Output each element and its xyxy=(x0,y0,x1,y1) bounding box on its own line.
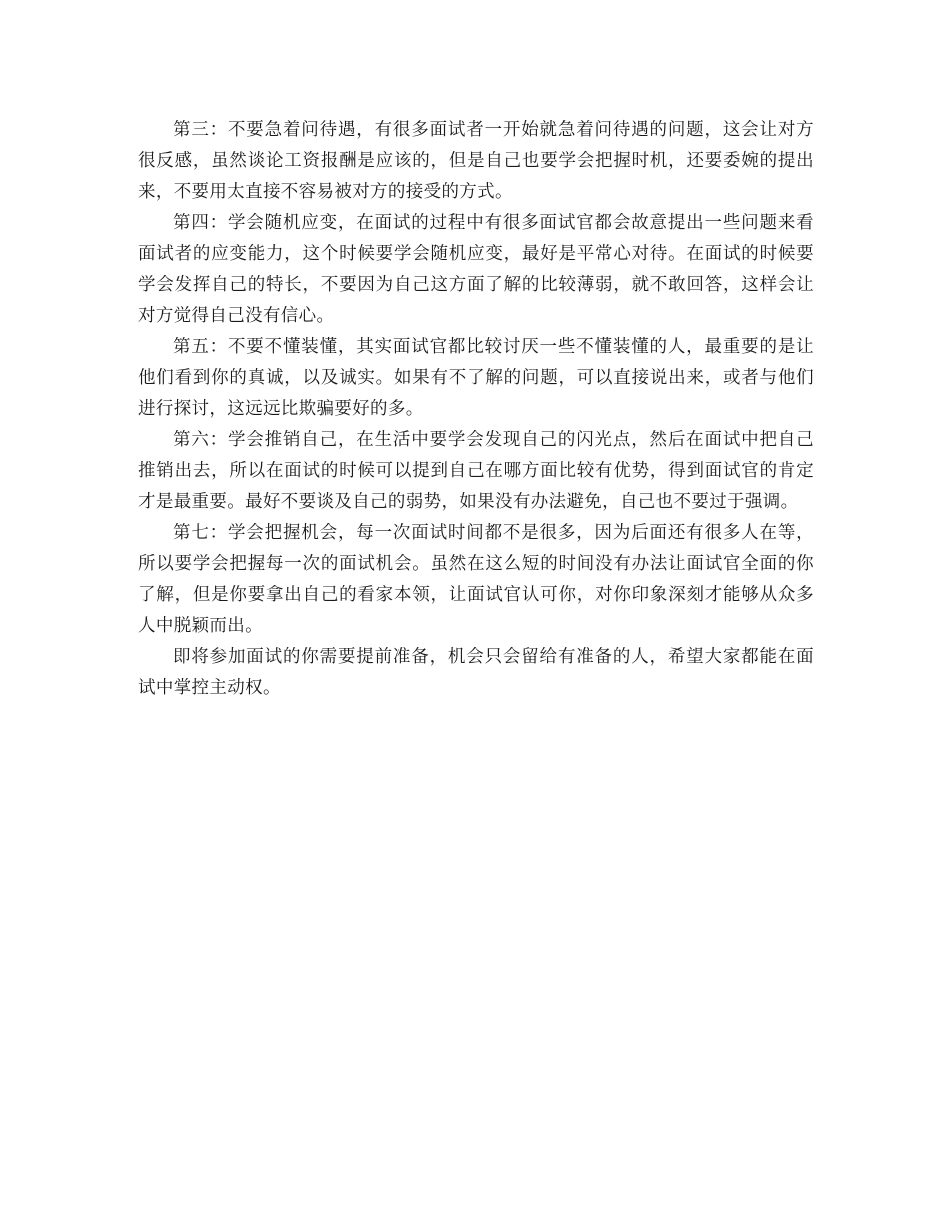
paragraph-point-seven: 第七：学会把握机会，每一次面试时间都不是很多，因为后面还有很多人在等，所以要学会把握每一次的面试机会。虽然在这么短的时间没有办法让面试官全面的你了解，但是你要拿出自己的看家本领，让面试官认可你，对你印象深刻才能够从众多人中脱颖而出。 xyxy=(138,523,814,636)
paragraph-point-four: 第四：学会随机应变，在面试的过程中有很多面试官都会故意提出一些问题来看面试者的应变能力，这个时候要学会随机应变，最好是平常心对待。在面试的时候要学会发挥自己的特长，不要因为自己这方面了解的比较薄弱，就不敢回答，这样会让对方觉得自己没有信心。 xyxy=(138,213,814,326)
paragraph-point-five: 第五：不要不懂装懂，其实面试官都比较讨厌一些不懂装懂的人，最重要的是让他们看到你的真诚，以及诚实。如果有不了解的问题，可以直接说出来，或者与他们进行探讨，这远远比欺骗要好的多。 xyxy=(138,337,814,419)
paragraph-point-six: 第六：学会推销自己，在生活中要学会发现自己的闪光点，然后在面试中把自己推销出去，所以在面试的时候可以提到自己在哪方面比较有优势，得到面试官的肯定才是最重要。最好不要谈及自己的弱势，如果没有办法避免，自己也不要过于强调。 xyxy=(138,430,814,512)
document-page xyxy=(138,115,814,704)
paragraph-point-three: 第三：不要急着问待遇，有很多面试者一开始就急着问待遇的问题，这会让对方很反感，虽然谈论工资报酬是应该的，但是自己也要学会把握时机，还要委婉的提出来，不要用太直接不容易被对方的接受的方式。 xyxy=(138,120,814,202)
paragraph-conclusion: 即将参加面试的你需要提前准备，机会只会留给有准备的人，希望大家都能在面试中掌控主动权。 xyxy=(138,647,814,698)
